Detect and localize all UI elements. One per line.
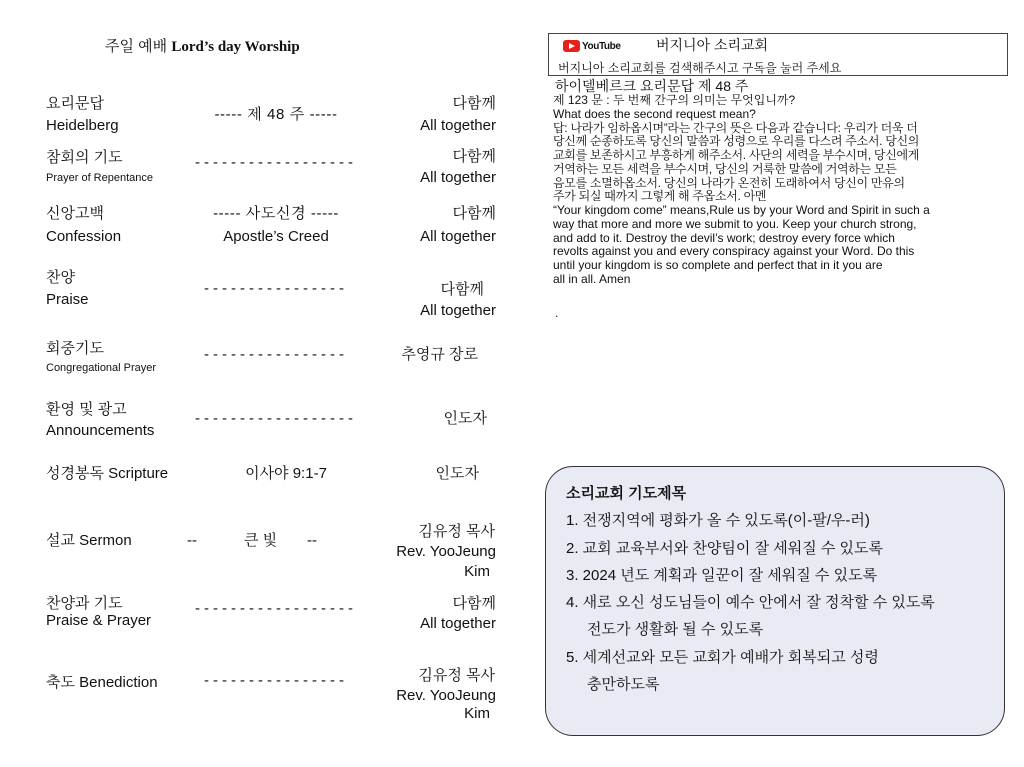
prayer-requests-title: 소리교회 기도제목	[566, 485, 687, 502]
order-item-title-en: Prayer of Repentance	[46, 172, 154, 184]
order-item-title-en: Congregational Prayer	[46, 362, 157, 374]
order-item-title-en: Heidelberg	[46, 117, 119, 134]
preacher-surname-en: Kim	[464, 563, 490, 580]
order-item-dashes: ------------------	[195, 410, 357, 427]
youtube-channel-box	[548, 33, 1008, 76]
order-item-leader: 추영규 장로	[401, 346, 478, 363]
prayer-item: 5. 세계선교와 모든 교회가 예배가 회복되고 성령	[566, 648, 879, 666]
order-item-leader-en: All together	[420, 117, 496, 134]
order-item-title-ko: 찬양과 기도	[46, 595, 123, 612]
catechism-trailing-mark: .	[555, 306, 559, 320]
prayer-item-continuation: 충만하도록	[587, 676, 660, 694]
prayer-requests-box	[545, 466, 1005, 736]
order-item-dashes: ------------------	[195, 600, 357, 617]
order-item-dashes: ----------------	[204, 280, 348, 297]
catechism-line: and add to it. Destroy the devil’s work; destroy every force which	[553, 230, 895, 245]
order-item-dashes: ----------------	[204, 672, 348, 689]
order-item-leader: 다함께	[452, 205, 496, 222]
preacher-name-ko: 김유정 목사	[418, 667, 495, 684]
youtube-logo-text: YouTube	[582, 40, 621, 52]
catechism-line: 거역하는 모든 세력을 부수시며, 당신의 거룩한 말씀에 거역하는 모든	[553, 161, 897, 176]
order-item-title-ko: 신앙고백	[46, 205, 104, 222]
catechism-line: 답: 나라가 임하옵시며”라는 간구의 뜻은 다음과 같습니다: 우리가 더욱 더	[553, 120, 918, 135]
order-item-leader: 다함께	[452, 148, 496, 165]
catechism-line: 음모를 소멸하옵소서. 당신의 나라가 온전히 도래하여서 당신이 만유의	[553, 175, 905, 190]
youtube-play-icon	[563, 40, 580, 52]
order-item-title-ko: 환영 및 광고	[46, 401, 127, 418]
youtube-channel-name: 버지니아 소리교회	[656, 37, 769, 53]
preacher-name-en: Rev. YooJeung	[396, 687, 496, 704]
order-item-title-en: Confession	[46, 228, 122, 245]
catechism-line: all in all. Amen	[553, 271, 631, 286]
order-item-title-en: Announcements	[46, 422, 155, 439]
order-item-title: 성경봉독 Scripture	[46, 465, 169, 482]
order-item-title-ko: 찬양	[46, 269, 75, 286]
preacher-surname-en: Kim	[464, 705, 490, 722]
prayer-item: 2. 교회 교육부서와 찬양팀이 잘 세워질 수 있도록	[566, 539, 883, 557]
order-item-leader: 다함께	[452, 95, 496, 112]
bulletin-title-ko: 주일 예배	[105, 38, 168, 55]
catechism-body	[553, 94, 1015, 287]
bulletin-title	[105, 37, 300, 57]
order-item-title-ko: 회중기도	[46, 340, 104, 357]
catechism-line: What does the second request mean?	[553, 106, 756, 121]
order-item-leader-en: All together	[420, 615, 496, 632]
order-item-middle: ----- 제 48 주 -----	[214, 106, 338, 123]
prayer-item: 4. 새로 오신 성도님들이 예수 안에서 잘 정착할 수 있도록	[566, 594, 935, 612]
prayer-item: 3. 2024 년도 계획과 일꾼이 잘 세워질 수 있도록	[566, 566, 878, 584]
order-item-title: 축도 Benediction	[46, 674, 158, 691]
order-item-title: 설교 Sermon	[46, 532, 132, 549]
order-item-leader-en: All together	[420, 169, 496, 186]
catechism-line: “Your kingdom come” means,Rule us by your Word and Spirit in such a	[553, 203, 930, 218]
order-item-middle-en: Apostle’s Creed	[223, 228, 329, 245]
catechism-line: revolts against you and every conspiracy against your Word. Do this	[553, 244, 915, 259]
order-item-title-ko: 요리문답	[46, 95, 104, 112]
order-item-middle: ----- 사도신경 -----	[213, 205, 339, 222]
order-item-leader: 다함께	[440, 281, 484, 298]
catechism-line: 제 123 문 : 두 번째 간구의 의미는 무엇입니까?	[553, 94, 796, 107]
sermon-dash-left: --	[187, 532, 197, 549]
preacher-name-ko: 김유정 목사	[418, 523, 495, 540]
prayer-item-continuation: 전도가 생활화 될 수 있도록	[587, 621, 764, 639]
order-item-leader: 다함께	[452, 595, 496, 612]
catechism-line: way that more and more we submit to you. Keep your church strong,	[553, 216, 917, 231]
catechism-line: until your kingdom is so complete and perfect that in it you are	[553, 258, 883, 273]
order-item-title-en: Praise	[46, 291, 89, 308]
preacher-name-en: Rev. YooJeung	[396, 543, 496, 560]
sermon-title: 큰 빛	[244, 532, 278, 549]
order-item-dashes: ----------------	[204, 346, 348, 363]
prayer-item: 1. 전쟁지역에 평화가 올 수 있도록(이-팔/우-러)	[566, 512, 870, 530]
catechism-line: 교회를 보존하시고 부흥하게 해주소서. 사단의 세력을 부수시며, 당신에게	[553, 148, 920, 163]
sermon-dash-right: --	[307, 532, 317, 549]
scripture-reference: 이사야 9:1-7	[245, 465, 327, 482]
order-item-title-ko: 참회의 기도	[46, 149, 123, 166]
order-item-dashes: ------------------	[195, 154, 357, 171]
catechism-line: 당신께 순종하도록 당신의 말씀과 성령으로 우리를 다스려 주소서. 당신의	[553, 134, 920, 149]
order-item-leader: 인도자	[435, 465, 479, 482]
youtube-subscribe-note: 버지니아 소리교회를 검색해주시고 구독을 눌러 주세요	[558, 61, 842, 75]
catechism-title: 하이델베르크 요리문답 제 48 주	[555, 78, 749, 94]
order-item-leader-en: All together	[420, 302, 496, 319]
order-item-title-en: Praise & Prayer	[46, 612, 152, 629]
order-item-leader-en: All together	[420, 228, 496, 245]
catechism-line: 주가 되실 때까지 그렇게 해 주옵소서. 아멘	[553, 189, 767, 204]
youtube-logo-icon	[563, 40, 621, 52]
prayer-requests-list	[566, 480, 935, 698]
order-item-leader: 인도자	[443, 410, 487, 427]
bulletin-title-en: Lord’s day Worship	[171, 39, 300, 55]
